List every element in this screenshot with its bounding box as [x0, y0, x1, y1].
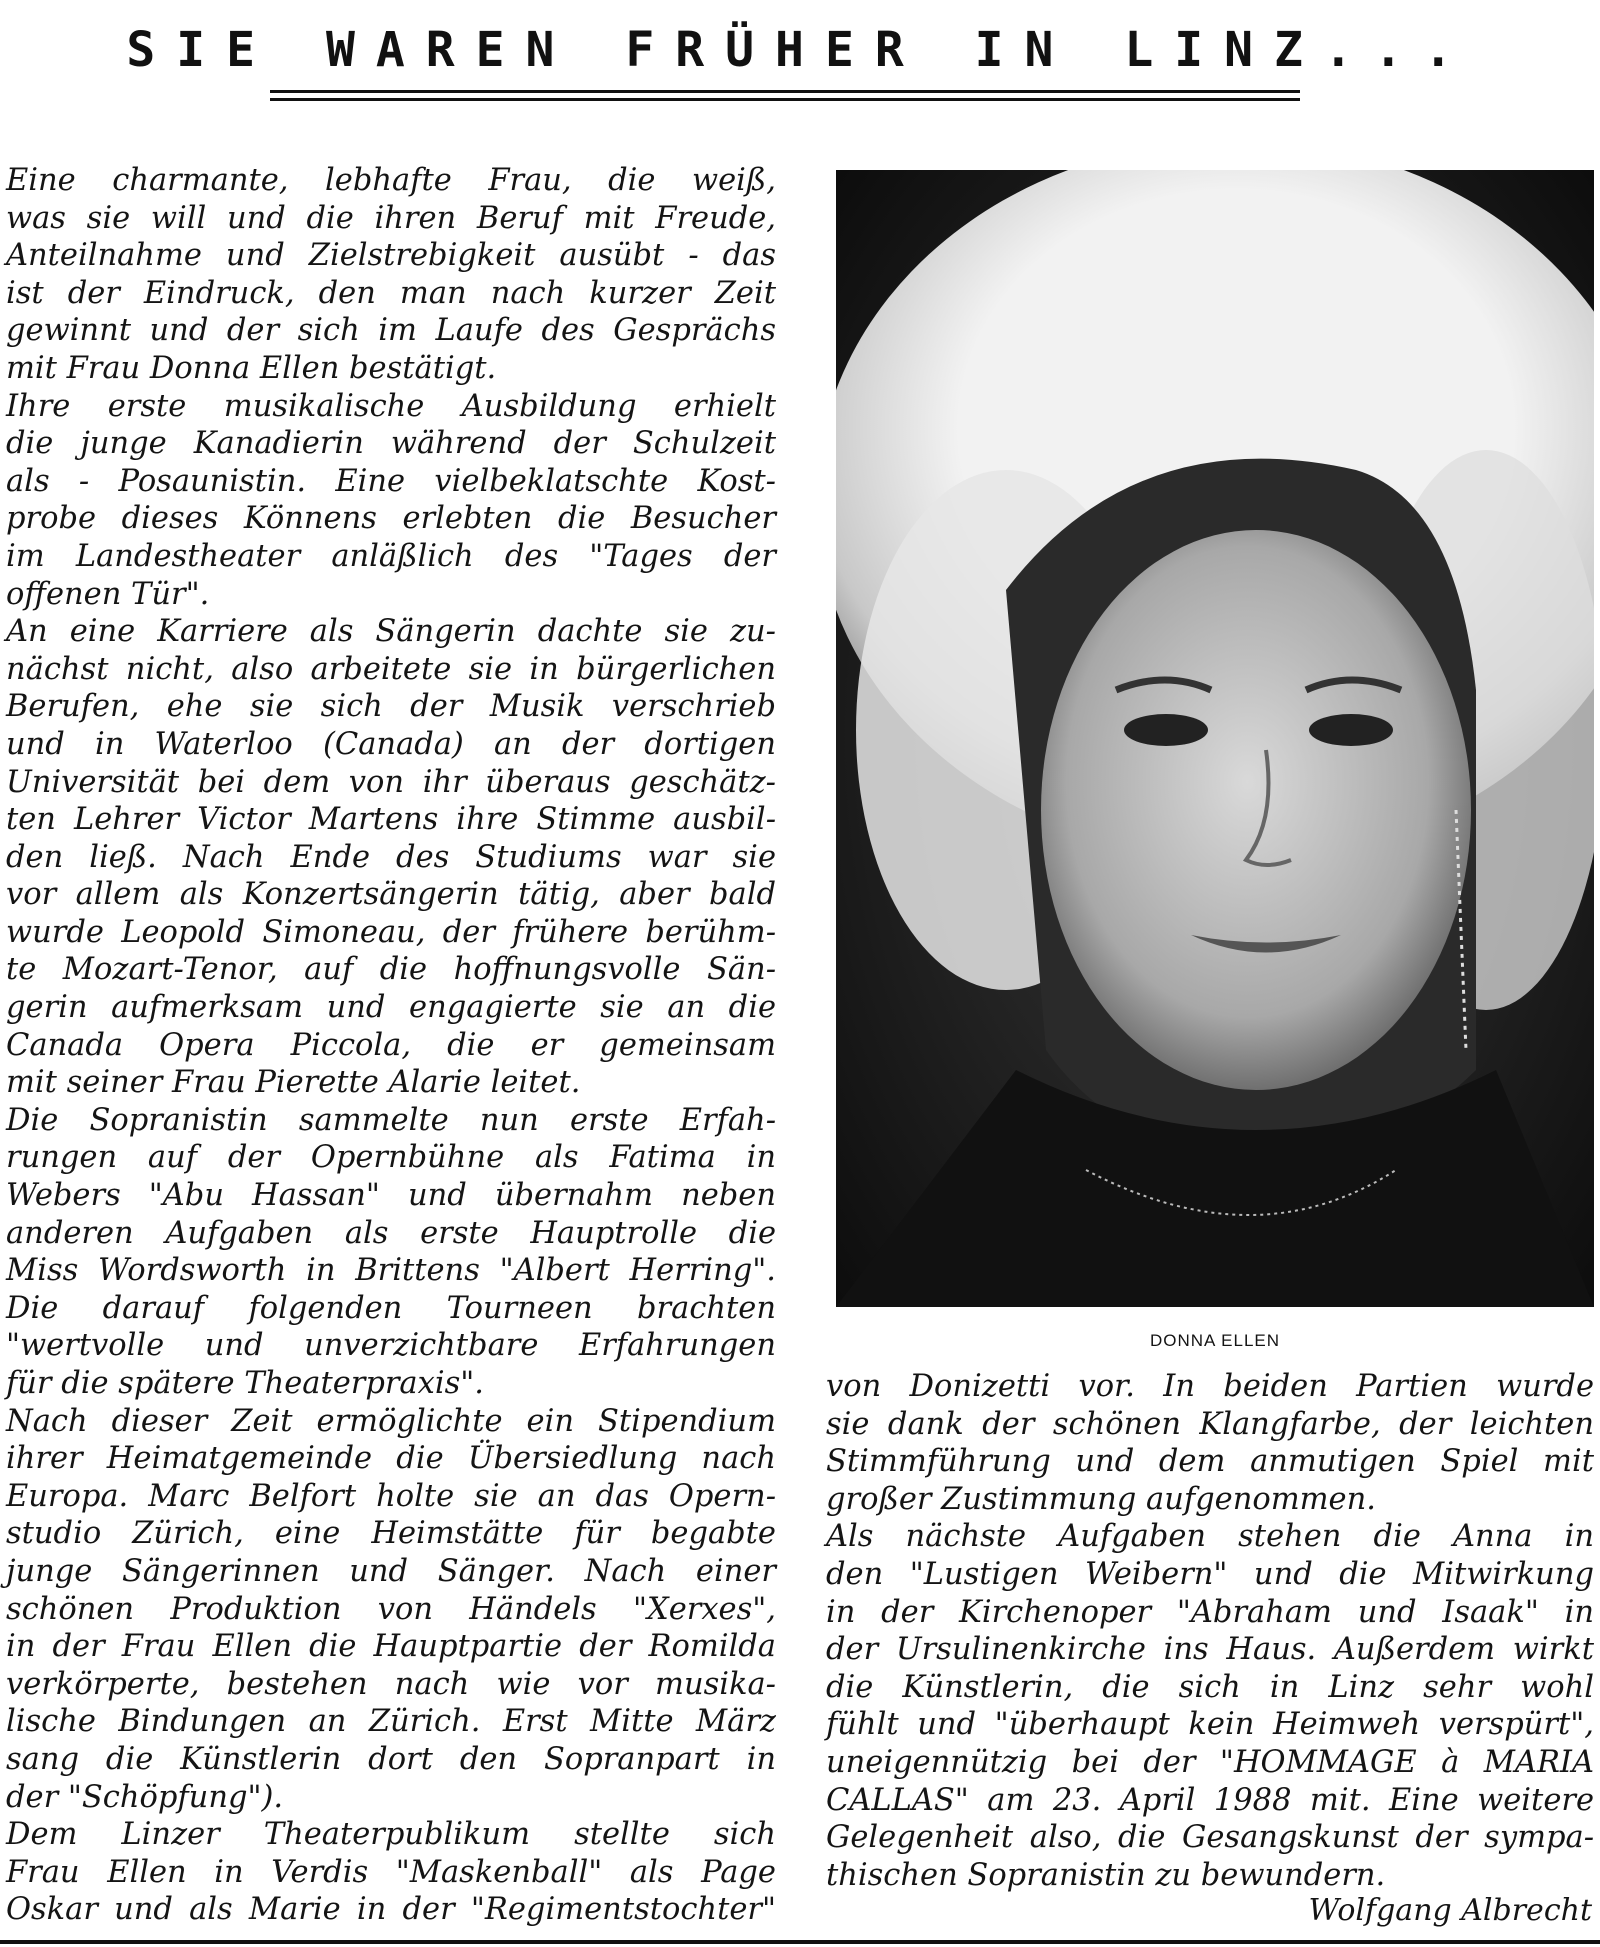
text-line: Als nächste Aufgaben stehen die Anna in: [826, 1519, 1594, 1555]
text-line: Webers "Abu Hassan" und übernahm neben: [6, 1178, 776, 1214]
article-column-left: [6, 162, 776, 1929]
text-line: den ließ. Nach Ende des Studiums war sie: [6, 839, 776, 875]
text-line: nächst nicht, also arbeitete sie in bürgerlichen: [6, 651, 776, 687]
text-line: lische Bindungen an Zürich. Erst Mitte März: [6, 1704, 776, 1740]
text-line: thischen Sopranistin zu bewundern.: [826, 1857, 1386, 1893]
text-line: An eine Karriere als Sängerin dachte sie zu-: [6, 614, 776, 650]
text-line: von Donizetti vor. In beiden Partien wurde: [826, 1369, 1594, 1404]
text-line: Dem Linzer Theaterpublikum stellte sich: [6, 1817, 776, 1853]
text-line: in der Frau Ellen die Hauptpartie der Romilda: [6, 1629, 776, 1665]
article-title: SIE WAREN FRÜHER IN LINZ...: [126, 22, 1474, 78]
text-line: die Künstlerin, die sich in Linz sehr wohl: [826, 1669, 1594, 1705]
text-line: Berufen, ehe sie sich der Musik verschrieb: [6, 689, 776, 725]
portrait-photo-drawing: [836, 170, 1594, 1307]
text-line: und in Waterloo (Canada) an der dortigen: [6, 726, 776, 762]
text-line: mit seiner Frau Pierette Alarie leitet.: [6, 1065, 581, 1101]
text-line: offenen Tür".: [6, 576, 210, 612]
text-line: Eine charmante, lebhafte Frau, die weiß,: [6, 163, 776, 198]
text-line: für die spätere Theaterpraxis".: [6, 1366, 484, 1401]
title-underline: [270, 90, 1300, 93]
title-underline-second: [270, 98, 1300, 101]
text-line: großer Zustimmung aufgenommen.: [826, 1481, 1376, 1517]
text-line: uneigennützig bei der "HOMMAGE à MARIA: [826, 1744, 1594, 1780]
text-line: ist der Eindruck, den man nach kurzer Zeit: [6, 275, 776, 311]
text-line: der "Schöpfung").: [6, 1779, 284, 1815]
photo-caption: DONNA ELLEN: [1149, 1331, 1281, 1350]
text-line: te Mozart-Tenor, auf die hoffnungsvolle Sän-: [6, 952, 776, 988]
text-line: Die darauf folgenden Tourneen brachten: [6, 1290, 776, 1326]
text-line: schönen Produktion von Händels "Xerxes",: [6, 1591, 776, 1627]
text-line: Nach dieser Zeit ermöglichte ein Stipendium: [6, 1403, 776, 1439]
text-line: im Landestheater anläßlich des "Tages der: [6, 538, 776, 574]
text-line: Miss Wordsworth in Brittens "Albert Herring".: [6, 1253, 776, 1289]
text-line: gerin aufmerksam und engagierte sie an die: [6, 990, 776, 1026]
text-line: was sie will und die ihren Beruf mit Freude,: [6, 200, 776, 236]
text-line: der Ursulinenkirche ins Haus. Außerdem wirkt: [826, 1632, 1594, 1668]
author-signature: Wolfgang Albrecht: [1308, 1893, 1592, 1928]
text-line: "wertvolle und unverzichtbare Erfahrungen: [6, 1328, 776, 1364]
text-line: sang die Künstlerin dort den Sopranpart in: [6, 1741, 776, 1777]
text-line: Oskar und als Marie in der "Regimentstochter": [6, 1892, 776, 1928]
text-line: probe dieses Könnens erlebten die Besucher: [6, 501, 776, 537]
portrait-photo: [836, 170, 1594, 1307]
text-line: in der Kirchenoper "Abraham und Isaak" in: [826, 1594, 1594, 1630]
text-line: Die Sopranistin sammelte nun erste Erfah-: [6, 1102, 776, 1138]
text-line: junge Sängerinnen und Sänger. Nach einer: [6, 1553, 776, 1589]
text-line: CALLAS" am 23. April 1988 mit. Eine weitere: [826, 1782, 1594, 1818]
text-line: ten Lehrer Victor Martens ihre Stimme ausbil-: [6, 802, 776, 838]
text-line: studio Zürich, eine Heimstätte für begabte: [6, 1516, 776, 1552]
text-line: Ihre erste musikalische Ausbildung erhielt: [6, 388, 776, 424]
text-line: Stimmführung und dem anmutigen Spiel mit: [826, 1444, 1594, 1480]
text-line: Universität bei dem von ihr überaus geschätz-: [6, 764, 776, 800]
text-line: rungen auf der Opernbühne als Fatima in: [6, 1140, 776, 1176]
bottom-rule: [0, 1940, 1600, 1944]
article-column-right: [826, 1368, 1594, 1894]
text-line: Europa. Marc Belfort holte sie an das Opern-: [6, 1478, 776, 1514]
text-line: mit Frau Donna Ellen bestätigt.: [6, 350, 497, 386]
text-line: verkörperte, bestehen nach wie vor musika-: [6, 1666, 776, 1702]
text-line: fühlt und "überhaupt kein Heimweh verspürt",: [826, 1707, 1594, 1743]
text-line: Canada Opera Piccola, die er gemeinsam: [6, 1027, 776, 1063]
text-line: vor allem als Konzertsängerin tätig, aber bald: [6, 877, 776, 913]
text-line: Gelegenheit also, die Gesangskunst der sympa-: [826, 1820, 1594, 1856]
text-line: die junge Kanadierin während der Schulzeit: [6, 426, 776, 462]
text-line: ihrer Heimatgemeinde die Übersiedlung nach: [6, 1441, 776, 1477]
text-line: anderen Aufgaben als erste Hauptrolle die: [6, 1215, 776, 1251]
text-line: Anteilnahme und Zielstrebigkeit ausübt - das: [6, 238, 776, 274]
text-line: als - Posaunistin. Eine vielbeklatschte Kost-: [6, 463, 776, 499]
text-line: sie dank der schönen Klangfarbe, der leichten: [826, 1406, 1594, 1442]
text-line: Frau Ellen in Verdis "Maskenball" als Page: [6, 1854, 776, 1890]
text-line: gewinnt und der sich im Laufe des Gesprächs: [6, 313, 776, 349]
text-line: wurde Leopold Simoneau, der frühere berühm-: [6, 914, 776, 950]
text-line: den "Lustigen Weibern" und die Mitwirkung: [826, 1556, 1594, 1592]
